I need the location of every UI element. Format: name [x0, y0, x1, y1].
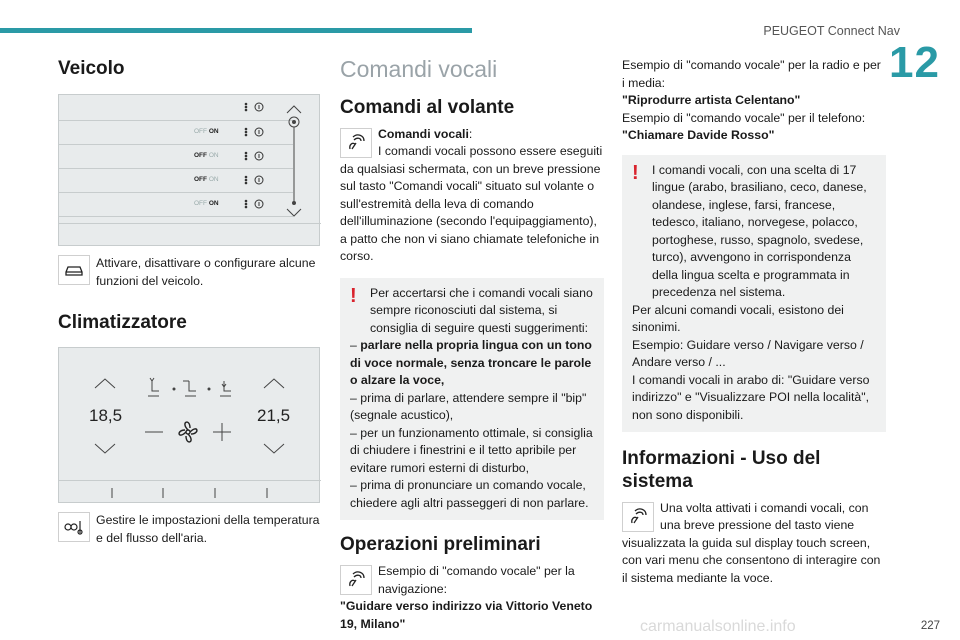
- voice-command-icon: [622, 502, 654, 532]
- page-number: 227: [920, 620, 940, 632]
- climate-screen-icons: [59, 348, 321, 504]
- section-title-comandi-vocali: Comandi vocali: [340, 56, 498, 82]
- warning-box-languages: ! I comandi vocali, con una scelta di 17 lingue (arabo, brasiliano, ceco, danese, olandese, inglese, farsi, francese, tedesco, italiano, norvegese, polacco, portoghese, russo, spagnolo, svedese, turco), avvengono in corrispondenza della lingua scelta e programmata in precedenza nel sistema. Per alcuni comandi vocali, esistono dei sinonimi. Esempio: Guidare verso / Navigare verso / Andare verso / ... I comandi vocali in arabo di: "Guidare verso indirizzo" e "Visualizzare POI nella località", non sono disponibili.: [622, 155, 886, 433]
- info-icon: [255, 103, 263, 111]
- warning-icon: !: [350, 284, 357, 307]
- column-vehicle-climate: [58, 52, 320, 547]
- airflow-icon: [148, 378, 159, 396]
- prelim-paragraph: Esempio di "comando vocale" per la navigazione: "Guidare verso indirizzo via Vittorio Veneto 19, Milano": [340, 564, 593, 631]
- voice-command-icon: [340, 128, 372, 158]
- chevron-down-icon: [264, 444, 284, 453]
- climate-screen-image: [58, 347, 320, 503]
- info-icon: [255, 176, 263, 184]
- climate-description-text: Gestire le impostazioni della temperatura e del flusso dell'aria.: [96, 513, 320, 545]
- vehicle-screen-icons: [59, 95, 321, 247]
- vehicle-screen-image: [58, 94, 320, 246]
- header-title: PEUGEOT Connect Nav: [763, 24, 900, 38]
- chevron-up-icon: [264, 379, 284, 388]
- section-title-climatizzatore: Climatizzatore: [58, 312, 187, 333]
- airflow-icon: [183, 381, 196, 396]
- subsection-title-informazioni: Informazioni - Uso del sistema: [622, 448, 821, 492]
- section-title-veicolo: Veicolo: [58, 58, 125, 79]
- subsection-title-preliminari: Operazioni preliminari: [340, 534, 541, 556]
- fan-icon: [179, 422, 197, 442]
- info-icon: [255, 152, 263, 160]
- vehicle-description: [58, 255, 320, 290]
- info-icon: [255, 128, 263, 136]
- column-examples: [622, 52, 886, 587]
- toggle-2: OFF ON: [194, 152, 219, 159]
- toggle-1: OFF ON: [194, 128, 219, 135]
- temp-right: 21,5: [257, 406, 291, 425]
- volante-bold: Comandi vocali: [378, 126, 469, 141]
- info-paragraph: Una volta attivati i comandi vocali, con una breve pressione del tasto viene visualizzata la guida sul display touch screen, con vari menu che consentono di interagire con il sistema mediante la voce.: [622, 500, 881, 585]
- volante-paragraph: Comandi vocali: I comandi vocali possono essere eseguiti da qualsiasi schermata, con un breve pressione sul tasto "Comandi vocali" situato sul volante o sull'estremità della leva di comando dell'illuminazione (secondo l'equipaggiamento), a patto che non vi siano chiamate telefoniche in corso.: [340, 126, 603, 264]
- column-voice-commands: [340, 52, 604, 633]
- voice-command-icon: [340, 565, 372, 595]
- climate-description: [58, 512, 320, 547]
- airflow-icon: [220, 381, 231, 396]
- vehicle-description-text: Attivare, disattivare o configurare alcune funzioni del veicolo.: [96, 256, 316, 288]
- climate-icon: [58, 512, 90, 542]
- subsection-title-volante: Comandi al volante: [340, 97, 515, 118]
- info-icon: [255, 200, 263, 208]
- toggle-3: OFF ON: [194, 176, 219, 183]
- toggle-4: OFF ON: [194, 200, 219, 207]
- car-icon: [58, 255, 90, 285]
- watermark: carmanualsonline.info: [640, 618, 796, 635]
- chapter-number: 12: [889, 38, 940, 87]
- warning-icon: !: [632, 161, 639, 184]
- top-accent-bar: [0, 28, 472, 33]
- warning-box-tips: ! Per accertarsi che i comandi vocali siano sempre riconosciuti dal sistema, si consiglia di seguire questi suggerimenti: – parlare nella propria lingua con un tono di voce normale, senza troncare le parole o alzare la voce, – prima di parlare, attendere sempre il "bip" (segnale acustico), – per un funzionamento ottimale, si consiglia di chiudere i finestrini e il tetto apribile per evitare rumori esterni di disturbo, – prima di pronunciare un comando vocale, chiedere agli altri passeggeri di non parlare.: [340, 278, 604, 521]
- volante-text: I comandi vocali possono essere eseguiti da qualsiasi schermata, con un breve pressione sul tasto "Comandi vocali" situato sul volante o sull'estremità della leva di comando dell'illuminazione (secondo l'equipaggiamento), a patto che non vi siano chiamate telefoniche in corso.: [340, 144, 603, 264]
- chevron-up-icon: [95, 379, 115, 388]
- chevron-up-icon: [287, 106, 301, 113]
- example-radio: Esempio di "comando vocale" per la radio e per i media: "Riprodurre artista Celentano" Esempio di "comando vocale" per il telefono: "Chiamare Davide Rosso": [622, 58, 881, 142]
- chevron-down-icon: [287, 209, 301, 216]
- chevron-down-icon: [95, 444, 115, 453]
- temp-left: 18,5: [89, 406, 123, 425]
